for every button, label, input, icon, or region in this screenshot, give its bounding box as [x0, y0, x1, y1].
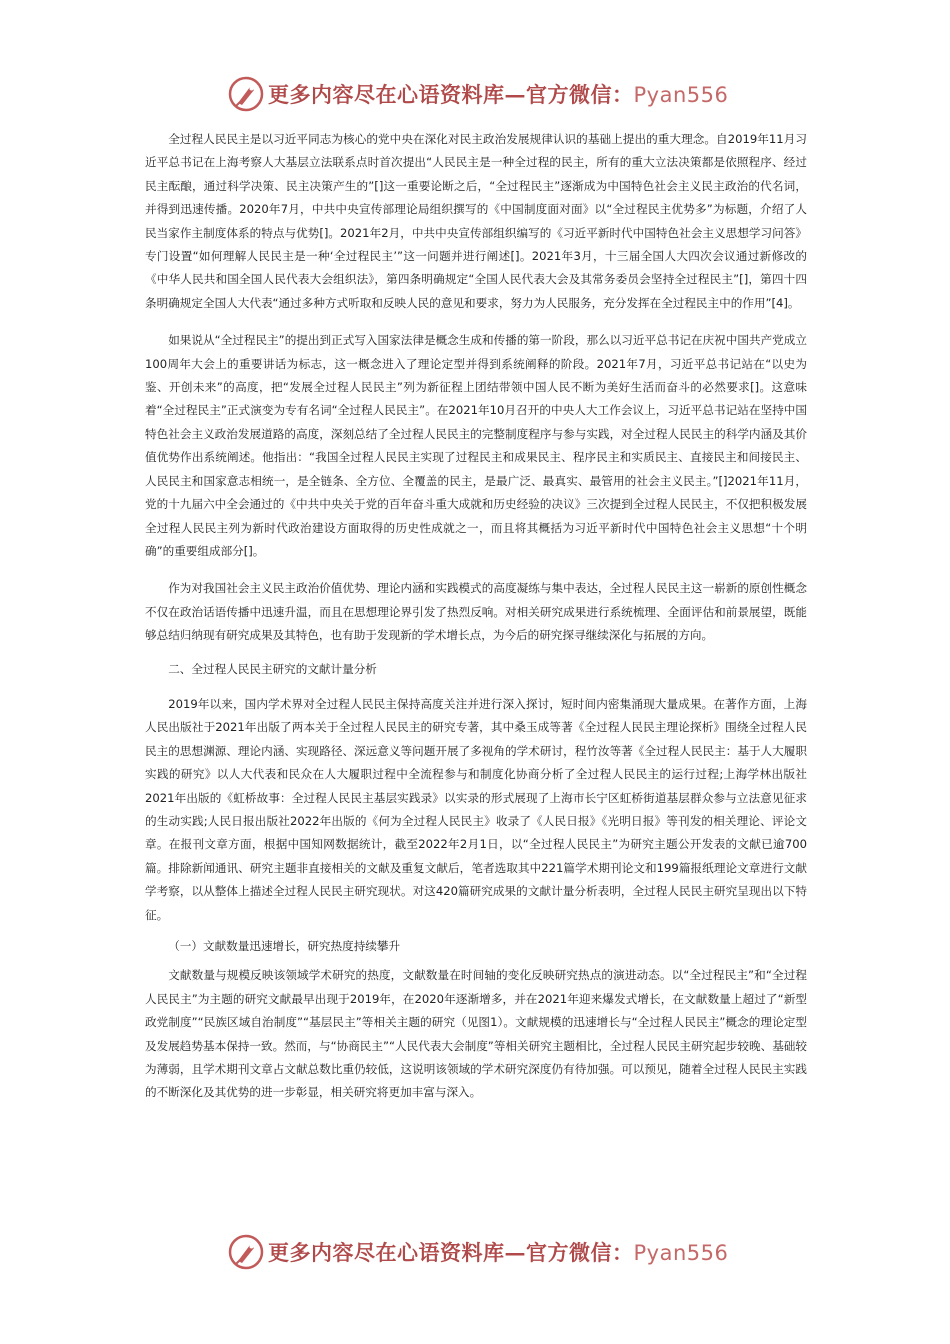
paragraph-4: 2019年以来，国内学术界对全过程人民民主保持高度关注并进行深入探讨，短时间内密集涌现大量成果。在著作方面，上海人民出版社于2021年出版了两本关于全过程人民民主的研究专著，其中桑玉成等著《全过程人民民主理论探析》围绕全过程人民民主的思想渊源、理论内涵、实现路径、深远意义等问题开展了多视角的学术研讨，程竹汝等著《全过程人民民主：基于人大履职实践的研究》以人大代表和民众在人大履职过程中全流程参与和制度化协商分析了全过程人民民主的运行过程;上海学林出版社2021年出版的《虹桥故事：全过程人民民主基层实践录》以实录的形式展现了上海市长宁区虹桥街道基层群众参与立法意见征求的生动实践;人民日报出版社2022年出版的《何为全过程人民民主》收录了《人民日报》《光明日报》等刊发的相关理论、评论文章。在报刊文章方面，根据中国知网数据统计，截至2022年2月1日，以“全过程人民民主”为研究主题公开发表的文献已逾700篇。排除新闻通讯、研究主题非直接相关的文献及重复文献后，笔者选取其中221篇学术期刊论文和199篇报纸理论文章进行文献学考察，以从整体上描述全过程人民民主研究现状。对这420篇研究成果的文献计量分析表明，全过程人民民主研究呈现出以下特征。 — [145, 696, 807, 922]
pen-nib-icon — [228, 76, 264, 112]
article-body — [145, 128, 807, 1105]
banner-text — [268, 1237, 728, 1267]
banner-text — [268, 79, 728, 109]
pen-nib-icon — [228, 1234, 264, 1270]
section-heading: 二、全过程人民民主研究的文献计量分析 — [168, 661, 377, 676]
banner-label: 更多内容尽在心语资料库—官方微信： — [268, 1240, 634, 1265]
subsection-heading: （一）文献数量迅速增长，研究热度持续攀升 — [168, 939, 401, 953]
paragraph-5: 文献数量与规模反映该领域学术研究的热度，文献数量在时间轴的变化反映研究热点的演进动态。以“全过程民主”和“全过程人民民主”为主题的研究文献最早出现于2019年，在2020年逐渐增多，并在2021年迎来爆发式增长，在文献数量上超过了“新型政党制度”“民族区域自治制度”“基层民主”等相关主题的研究（见图1）。文献规模的迅速增长与“全过程人民民主”概念的理论定型及发展趋势基本保持一致。然而，与“协商民主”“人民代表大会制度”等相关研究主题相比，全过程人民民主研究起步较晚、基础较为薄弱，且学术期刊文章占文献总数比重仍较低，这说明该领域的学术研究深度仍有待加强。可以预见，随着全过程人民民主实践的不断深化及其优势的进一步彰显，相关研究将更加丰富与深入。 — [145, 968, 807, 1100]
paragraph-1: 全过程人民民主是以习近平同志为核心的党中央在深化对民主政治发展规律认识的基础上提出的重大理念。自2019年11月习近平总书记在上海考察人大基层立法联系点时首次提出“人民民主是一种全过程的民主，所有的重大立法决策都是依照程序、经过民主酝酿，通过科学决策、民主决策产生的”[]这一重要论断之后，“全过程民主”逐渐成为中国特色社会主义民主政治的代名词，并得到迅速传播。2020年7月，中共中央宣传部理论局组织撰写的《中国制度面对面》以“全过程民主优势多”为标题，介绍了人民当家作主制度体系的特点与优势[]。2021年2月，中共中央宣传部组织编写的《习近平新时代中国特色社会主义思想学习问答》专门设置“如何理解人民民主是一种‘全过程民主’”这一问题并进行阐述[]。2021年3月，十三届全国人大四次会议通过新修改的《中华人民共和国全国人民代表大会组织法》，第四条明确规定“全国人民代表大会及其常务委员会坚持全过程民主”[]，第四十四条明确规定全国人大代表“通过多种方式听取和反映人民的意见和要求，努力为人民服务，充分发挥在全过程民主中的作用”[4]。 — [145, 132, 807, 310]
paragraph-3: 作为对我国社会主义民主政治价值优势、理论内涵和实践模式的高度凝练与集中表达，全过程人民民主这一崭新的原创性概念不仅在政治话语传播中迅速升温，而且在思想理论界引发了热烈反响。对相关研究成果进行系统梳理、全面评估和前景展望，既能够总结归纳现有研究成果及其特色，也有助于发现新的学术增长点，为今后的研究探寻继续深化与拓展的方向。 — [145, 581, 807, 643]
top-banner — [228, 74, 728, 114]
banner-handle: Pyan556 — [633, 1241, 729, 1265]
banner-label: 更多内容尽在心语资料库—官方微信： — [268, 82, 634, 107]
bottom-banner — [228, 1232, 728, 1272]
banner-handle: Pyan556 — [633, 83, 729, 107]
paragraph-2: 如果说从“全过程民主”的提出到正式写入国家法律是概念生成和传播的第一阶段，那么以习近平总书记在庆祝中国共产党成立100周年大会上的重要讲话为标志，这一概念进入了理论定型并得到系统阐释的阶段。2021年7月，习近平总书记站在“以史为鉴、开创未来”的高度，把“发展全过程人民民主”列为新征程上团结带领中国人民不断为美好生活而奋斗的必然要求[]。这意味着“全过程民主”正式演变为专有名词“全过程人民民主”。在2021年10月召开的中央人大工作会议上，习近平总书记站在坚持中国特色社会主义政治发展道路的高度，深刻总结了全过程人民民主的完整制度程序与参与实践，对全过程人民民主的科学内涵及其价值优势作出系统阐述。他指出：“我国全过程人民民主实现了过程民主和成果民主、程序民主和实质民主、直接民主和间接民主、人民民主和国家意志相统一，是全链条、全方位、全覆盖的民主，是最广泛、最真实、最管用的社会主义民主。”[]2021年11月，党的十九届六中全会通过的《中共中央关于党的百年奋斗重大成就和历史经验的决议》三次提到全过程人民民主，不仅把积极发展全过程人民民主列为新时代政治建设方面取得的历史性成就之一，而且将其概括为习近平新时代中国特色社会主义思想“十个明确”的重要组成部分[]。 — [145, 333, 807, 558]
